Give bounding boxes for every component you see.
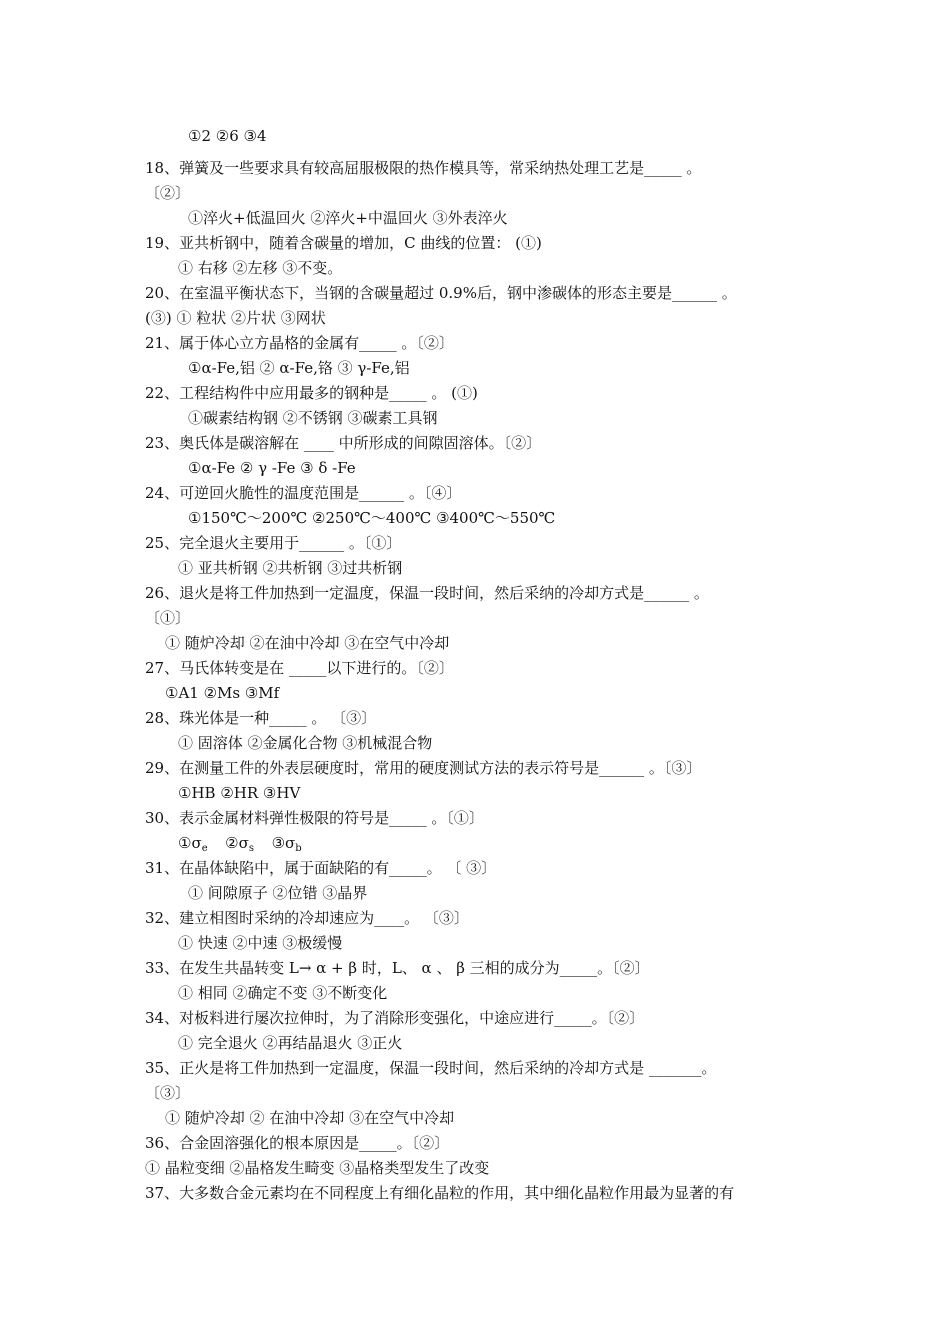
options-28: ① 固溶体 ②金属化合物 ③机械混合物: [178, 734, 433, 752]
options-31: ① 间隙原子 ②位错 ③晶界: [188, 884, 368, 902]
options-36: ① 晶粒变细 ②晶格发生畸变 ③晶格类型发生了改变: [145, 1159, 490, 1177]
options-21: ①α-Fe,铝 ② α-Fe,铬 ③ γ-Fe,铝: [188, 359, 410, 377]
question-30: 30、表示金属材料弹性极限的符号是_____ 。〔①〕: [145, 809, 484, 827]
options-q17: ①2 ②6 ③4: [188, 127, 267, 145]
answer-18: 〔②〕: [145, 184, 191, 202]
question-18: 18、弹簧及一些要求具有较高屈服极限的热作模具等，常采纳热处理工艺是_____ 。: [145, 159, 702, 177]
options-29: ①HB ②HR ③HV: [178, 784, 301, 802]
options-22: ①碳素结构钢 ②不锈钢 ③碳素工具钢: [188, 409, 438, 427]
question-24: 24、可逆回火脆性的温度范围是______ 。〔④〕: [145, 484, 462, 502]
options-19: ① 右移 ②左移 ③不变。: [178, 259, 343, 277]
option-sigma-b: $③\sigma_b$: [271, 834, 302, 854]
options-32: ① 快速 ②中速 ③极缓慢: [178, 934, 343, 952]
question-34: 34、对板料进行屡次拉伸时，为了消除形变强化，中途应进行_____。〔②〕: [145, 1009, 645, 1027]
question-37: 37、大多数合金元素均在不同程度上有细化晶粒的作用，其中细化晶粒作用最为显著的有: [145, 1184, 735, 1202]
question-29: 29、在测量工件的外表层硬度时，常用的硬度测试方法的表示符号是______ 。〔③〕: [145, 759, 702, 777]
question-35: 35、正火是将工件加热到一定温度，保温一段时间，然后采纳的冷却方式是 _______。: [145, 1059, 717, 1077]
options-26: ① 随炉冷却 ②在油中冷却 ③在空气中冷却: [165, 634, 450, 652]
question-32: 32、建立相图时采纳的冷却速应为____。 〔③〕: [145, 909, 469, 927]
question-25: 25、完全退火主要用于______ 。〔①〕: [145, 534, 402, 552]
options-23: ①α-Fe ② γ -Fe ③ δ -Fe: [188, 459, 356, 477]
question-22: 22、工程结构件中应用最多的钢种是_____ 。 (①): [145, 384, 478, 402]
options-24: ①150℃～200℃ ②250℃～400℃ ③400℃～550℃: [188, 509, 556, 527]
question-36: 36、合金固溶强化的根本原因是_____。〔②〕: [145, 1134, 450, 1152]
question-23: 23、奥氏体是碳溶解在 ____ 中所形成的间隙固溶体。〔②〕: [145, 434, 542, 452]
answer-26: 〔①〕: [145, 609, 191, 627]
options-35: ① 随炉冷却 ② 在油中冷却 ③在空气中冷却: [165, 1109, 455, 1127]
option-sigma-s: $②\sigma_s$: [225, 834, 254, 854]
options-18: ①淬火+低温回火 ②淬火+中温回火 ③外表淬火: [188, 209, 508, 227]
option-sigma-e: $①\sigma_e$: [178, 834, 208, 854]
question-31: 31、在晶体缺陷中，属于面缺陷的有_____。 〔 ③〕: [145, 859, 497, 877]
options-27: ①A1 ②Ms ③Mf: [165, 684, 280, 702]
options-30: [178, 833, 302, 853]
answer-35: 〔③〕: [145, 1084, 191, 1102]
options-34: ① 完全退火 ②再结晶退火 ③正火: [178, 1034, 403, 1052]
question-27: 27、马氏体转变是在 _____以下进行的。〔②〕: [145, 659, 454, 677]
question-28: 28、珠光体是一种_____ 。 〔③〕: [145, 709, 377, 727]
question-20: 20、在室温平衡状态下，当钢的含碳量超过 0.9%后，钢中渗碳体的形态主要是______ 。: [145, 284, 737, 302]
question-21: 21、属于体心立方晶格的金属有_____ 。〔②〕: [145, 334, 454, 352]
options-25: ① 亚共析钢 ②共析钢 ③过共析钢: [178, 559, 403, 577]
question-26: 26、退火是将工件加热到一定温度，保温一段时间，然后采纳的冷却方式是______ 。: [145, 584, 709, 602]
question-19: 19、亚共析钢中，随着含碳量的增加，C 曲线的位置： (①): [145, 234, 542, 252]
question-33: 33、在发生共晶转变 L→ α + β 时，L、 α 、 β 三相的成分为_____。〔②〕: [145, 959, 650, 977]
options-20: (③) ① 粒状 ②片状 ③网状: [145, 309, 326, 327]
options-33: ① 相同 ②确定不变 ③不断变化: [178, 984, 388, 1002]
